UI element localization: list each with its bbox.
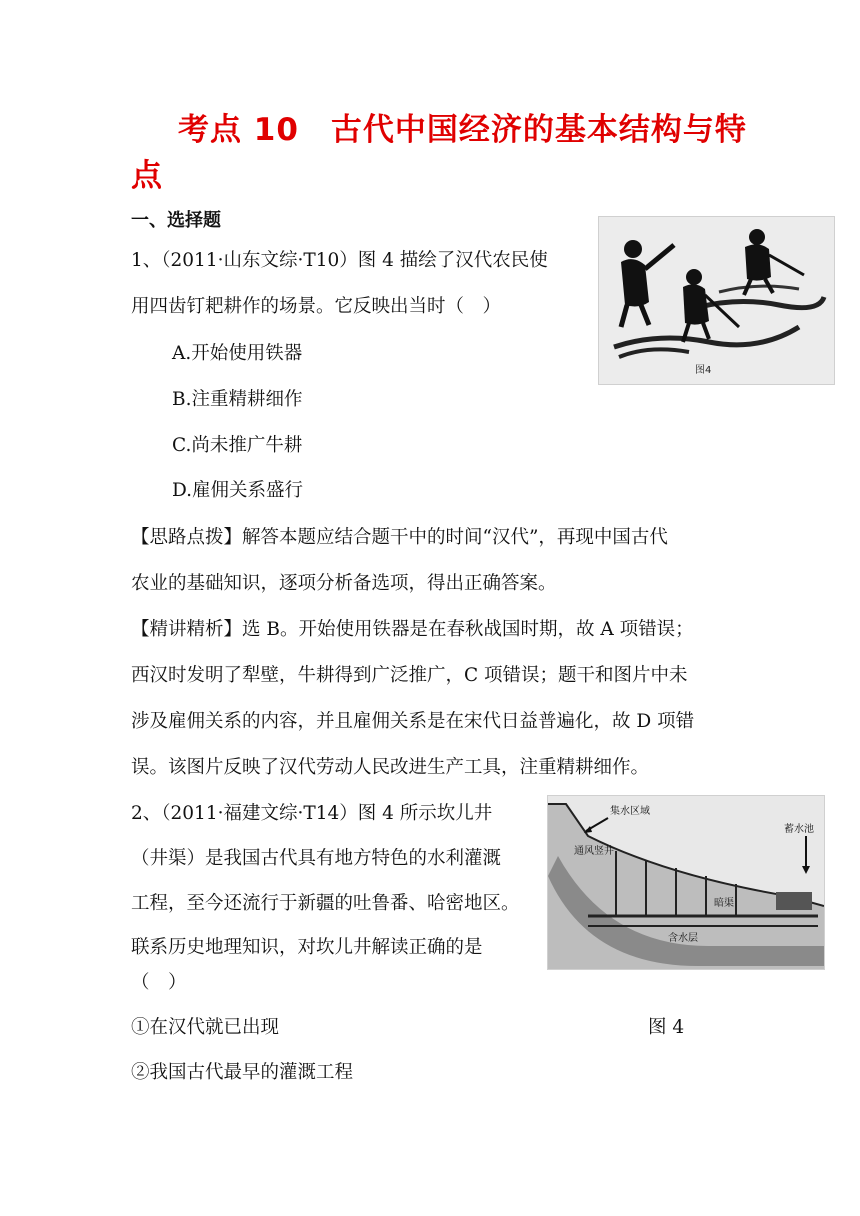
q1-analysis-line1: 【精讲精析】选 B。开始使用铁器是在春秋战国时期，故 A 项错误； (131, 619, 694, 640)
farmers-figure-label: 图4 (695, 365, 712, 376)
q1-analysis-line4: 误。该图片反映了汉代劳动人民改进生产工具，注重精耕细作。 (131, 757, 650, 778)
q1-analysis-line2: 西汉时发明了犁壁，牛耕得到广泛推广，C 项错误；题干和图片中未 (131, 665, 688, 686)
farmers-figure (598, 216, 835, 385)
karez-label-shaft: 通风竖井 (574, 846, 614, 857)
page-title-line2: 点 (131, 158, 163, 194)
section-heading: 一、选择题 (131, 210, 221, 231)
q2-stem-line1: 2、（2011·福建文综·T14）图 4 所示坎儿井 (131, 803, 493, 824)
q2-stem-line4: 联系历史地理知识，对坎儿井解读正确的是 (131, 937, 483, 958)
page-title-line1: 考点 10 古代中国经济的基本结构与特 (178, 112, 747, 148)
q2-stem-line3: 工程，至今还流行于新疆的吐鲁番、哈密地区。 (131, 893, 520, 914)
q2-stem-line2: （井渠）是我国古代具有地方特色的水利灌溉 (131, 848, 502, 869)
q1-stem-line1: 1、（2011·山东文综·T10）图 4 描绘了汉代农民使 (131, 250, 548, 271)
q2-item-2: ②我国古代最早的灌溉工程 (131, 1062, 354, 1083)
karez-diagram (548, 796, 824, 969)
q1-hint-line1: 【思路点拨】解答本题应结合题干中的时间“汉代”，再现中国古代 (131, 527, 668, 548)
karez-label-canal: 暗渠 (714, 898, 734, 909)
farmers-illustration (599, 217, 834, 384)
q2-figure-caption: 图 4 (648, 1017, 685, 1038)
karez-figure (547, 795, 825, 970)
karez-label-catchment: 集水区域 (610, 806, 650, 817)
q1-option-b: B.注重精耕细作 (172, 389, 303, 410)
q1-analysis-line3: 涉及雇佣关系的内容，并且雇佣关系是在宋代日益普遍化，故 D 项错 (131, 711, 695, 732)
q1-stem-line2: 用四齿钉耙耕作的场景。它反映出当时（ ） (131, 296, 502, 317)
q2-item-1: ①在汉代就已出现 (131, 1017, 280, 1038)
q2-stem-line5: （ ） (131, 972, 187, 993)
q1-option-a: A.开始使用铁器 (172, 343, 303, 364)
q1-option-d: D.雇佣关系盛行 (172, 480, 304, 501)
karez-label-pool: 蓄水池 (784, 824, 814, 835)
q1-option-c: C.尚未推广牛耕 (172, 435, 303, 456)
q1-hint-line2: 农业的基础知识，逐项分析备选项，得出正确答案。 (131, 573, 557, 594)
karez-label-aquifer: 含水层 (668, 933, 698, 944)
